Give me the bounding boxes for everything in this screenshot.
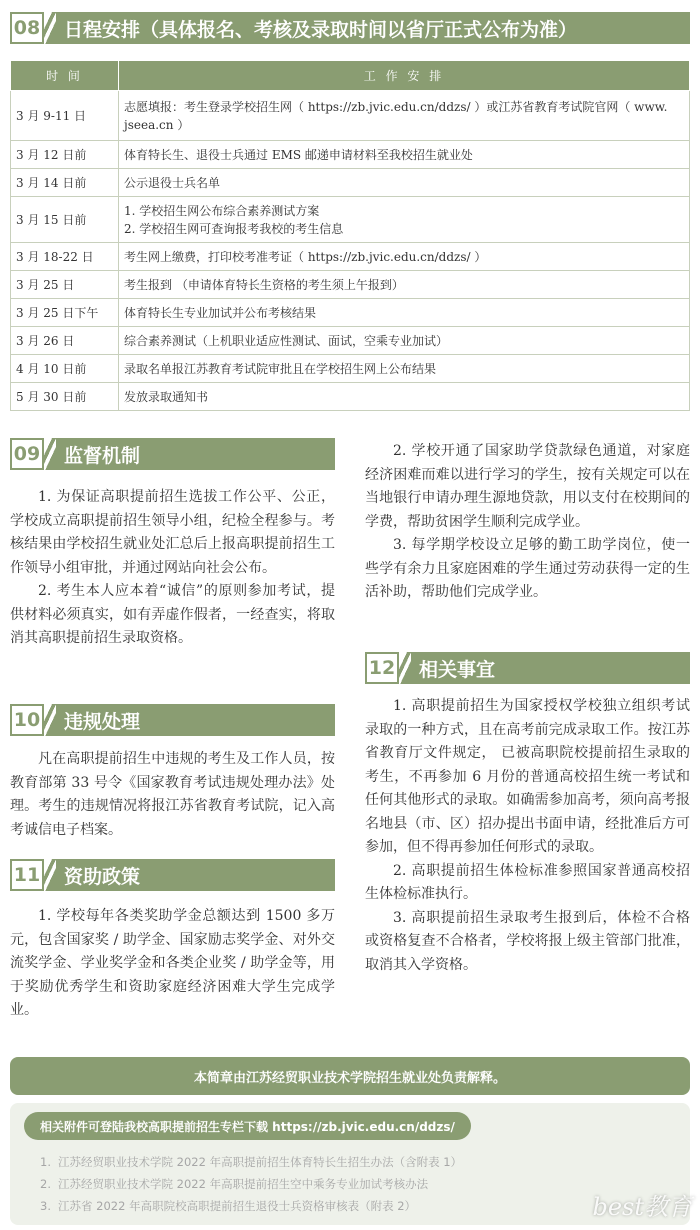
table-row (11, 141, 690, 169)
time-cell: 3 月 14 日前 (11, 169, 119, 197)
section-12-header (365, 652, 690, 684)
time-cell: 3 月 18-22 日 (11, 243, 119, 271)
section-08-header (10, 12, 690, 44)
work-cell: 体育特长生、退役士兵通过 EMS 邮递申请材料至我校招生就业处 (119, 141, 690, 169)
work-cell (119, 197, 690, 243)
slash-decoration (399, 652, 411, 684)
section-09-header (10, 438, 335, 470)
schedule-table (10, 60, 690, 411)
section-title: 违规处理 (64, 710, 141, 733)
attachments-heading[interactable]: 相关附件可登陆我校高职提前招生专栏下载 https://zb.jvic.edu.cn/ddzs/ (24, 1112, 471, 1140)
attachments-list (40, 1151, 462, 1217)
slash-decoration (44, 438, 56, 470)
paragraph: 2. 考生本人应本着“诚信”的原则参加考试，提供材料必须真实，如有弄虚作假者，一经查实，将取消其高职提前招生录取资格。 (10, 583, 335, 646)
work-line: jseea.cn ） (124, 117, 190, 132)
section-number: 09 (10, 438, 44, 470)
work-cell: 综合素养测试（上机职业适应性测试、面试，空乘专业加试） (119, 327, 690, 355)
time-cell: 3 月 9-11 日 (11, 91, 119, 141)
slash-decoration (44, 704, 56, 736)
work-line: 志愿填报：考生登录学校招生网（ https://zb.jvic.edu.cn/ddzs/ ）或江苏省教育考试院官网（ www. (124, 99, 668, 114)
paragraph: 3. 每学期学校设立足够的勤工助学岗位，使一些学有余力且家庭困难的学生通过劳动获得一定的生活补助，帮助他们完成学业。 (365, 537, 690, 600)
time-cell: 3 月 26 日 (11, 327, 119, 355)
item-number: 3. (40, 1199, 51, 1213)
table-row (11, 243, 690, 271)
attachments-box (10, 1103, 690, 1225)
time-cell: 3 月 15 日前 (11, 197, 119, 243)
section-title: 资助政策 (64, 865, 141, 888)
item-text: 江苏经贸职业技术学院 2022 年高职提前招生空中乘务专业加试考核办法 (58, 1177, 429, 1191)
work-cell: 录取名单报江苏教育考试院审批且在学校招生网上公布结果 (119, 355, 690, 383)
item-text: 江苏省 2022 年高职院校高职提前招生退役士兵资格审核表（附表 2） (58, 1199, 417, 1213)
list-item[interactable] (40, 1195, 462, 1217)
time-cell: 5 月 30 日前 (11, 383, 119, 411)
paragraph: 1. 学校每年各类奖助学金总额达到 1500 多万元，包含国家奖 / 助学金、国家励志奖学金、对外交流奖学金、学业奖学金和各类企业奖 / 助学金等，用于奖励优秀学生和资助家庭经济困难大学生完成学业。 (10, 908, 335, 1018)
section-11-body (10, 905, 335, 1023)
work-line: 1. 学校招生网公布综合素养测试方案 (124, 203, 320, 218)
section-number: 08 (10, 12, 44, 44)
item-number: 2. (40, 1177, 51, 1191)
section-10-body (10, 748, 335, 842)
list-item[interactable] (40, 1151, 462, 1173)
work-cell: 公示退役士兵名单 (119, 169, 690, 197)
table-row (11, 169, 690, 197)
work-cell: 发放录取通知书 (119, 383, 690, 411)
footer-note: 本简章由江苏经贸职业技术学院招生就业处负责解释。 (10, 1057, 690, 1095)
table-row (11, 91, 690, 141)
header-work: 工 作 安 排 (119, 61, 690, 91)
time-cell: 3 月 25 日下午 (11, 299, 119, 327)
item-text: 江苏经贸职业技术学院 2022 年高职提前招生体育特长生招生办法（含附表 1） (58, 1155, 463, 1169)
table-row (11, 299, 690, 327)
slash-decoration (44, 12, 56, 44)
section-11-header (10, 859, 335, 891)
watermark: best教育 (592, 1193, 692, 1221)
section-09-body (10, 486, 335, 651)
table-row (11, 383, 690, 411)
section-title: 日程安排（具体报名、考核及录取时间以省厅正式公布为准） (64, 18, 578, 41)
paragraph: 1. 高职提前招生为国家授权学校独立组织考试录取的一种方式，且在高考前完成录取工作。按江苏省教育厅文件规定， 已被高职院校提前招生录取的考生，不再参加 6 月份的普通高校招生统一考试和任何其他形式的录取。如确需参加高考，须向高考报名地县（市、区）招办提出书面申请，经批准后方可参加，但不得再参加任何形式的录取。 (365, 698, 690, 855)
section-number: 11 (10, 859, 44, 891)
work-cell (119, 91, 690, 141)
table-row (11, 197, 690, 243)
paragraph: 1. 为保证高职提前招生选拔工作公平、公正，学校成立高职提前招生领导小组，纪检全程参与。考核结果由学校招生就业处汇总后上报高职提前招生工作领导小组审批，并通过网站向社会公布。 (10, 489, 335, 576)
work-line: 2. 学校招生网可查询报考我校的考生信息 (124, 221, 344, 236)
paragraph: 2. 高职提前招生体检标准参照国家普通高校招生体检标准执行。 (365, 862, 690, 902)
section-10-header (10, 704, 335, 736)
paragraph: 3. 高职提前招生录取考生报到后，体检不合格或资格复查不合格者，学校将报上级主管部门批准，取消其入学资格。 (365, 909, 690, 973)
paragraph: 凡在高职提前招生中违规的考生及工作人员，按教育部第 33 号令《国家教育考试违规处理办法》处理。考生的违规情况将报江苏省教育考试院，记入高考诚信电子档案。 (10, 751, 335, 838)
section-12-body (365, 695, 690, 977)
section-title: 监督机制 (64, 444, 141, 467)
section-number: 12 (365, 652, 399, 684)
time-cell: 4 月 10 日前 (11, 355, 119, 383)
table-row (11, 327, 690, 355)
work-cell: 考生报到 （申请体育特长生资格的考生须上午报到） (119, 271, 690, 299)
list-item[interactable] (40, 1173, 462, 1195)
section-title: 相关事宜 (419, 658, 496, 681)
work-cell: 考生网上缴费，打印校考准考证（ https://zb.jvic.edu.cn/ddzs/ ） (119, 243, 690, 271)
section-number: 10 (10, 704, 44, 736)
slash-decoration (44, 859, 56, 891)
table-row (11, 355, 690, 383)
time-cell: 3 月 25 日 (11, 271, 119, 299)
paragraph: 2. 学校开通了国家助学贷款绿色通道，对家庭经济困难而难以进行学习的学生，按有关规定可以在当地银行申请办理生源地贷款，用以支付在校期间的学费，帮助贫困学生顺利完成学业。 (365, 443, 690, 530)
table-row (11, 271, 690, 299)
table-header-row (11, 61, 690, 91)
work-cell: 体育特长生专业加试并公布考核结果 (119, 299, 690, 327)
time-cell: 3 月 12 日前 (11, 141, 119, 169)
section-11-continued (365, 440, 690, 605)
header-time: 时 间 (11, 61, 119, 91)
item-number: 1. (40, 1155, 51, 1169)
